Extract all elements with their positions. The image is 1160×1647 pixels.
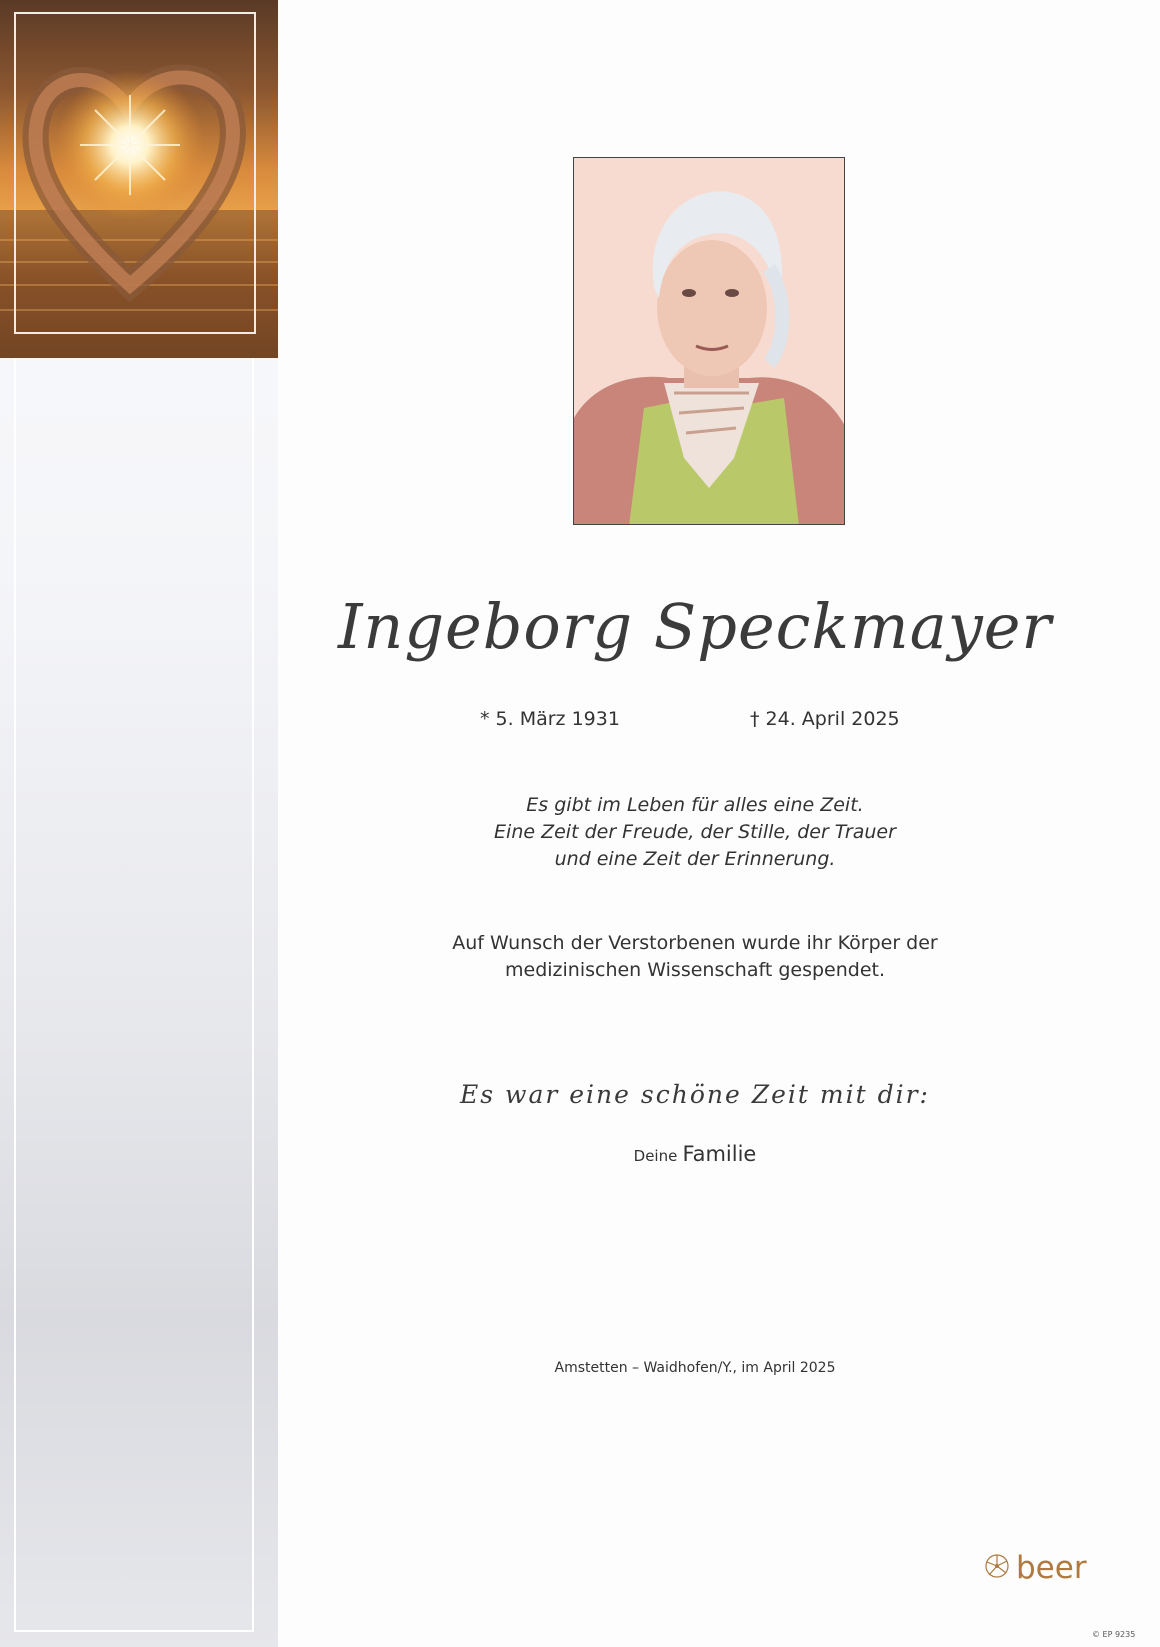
product-code: © EP 9235 <box>1092 1630 1136 1639</box>
heart-hands-sunset-image <box>0 0 278 358</box>
donation-notice <box>390 930 1000 984</box>
notice-line: Auf Wunsch der Verstorbenen wurde ihr Körper der <box>452 932 938 954</box>
place-date: Amstetten – Waidhofen/Y., im April 2025 <box>554 1360 836 1376</box>
farewell-line: Es war eine schöne Zeit mit dir: <box>460 1080 930 1109</box>
birth-date: * 5. März 1931 <box>480 708 620 730</box>
quote-line: und eine Zeit der Erinnerung. <box>554 848 836 870</box>
signature-prefix: Deine <box>633 1147 678 1165</box>
signature-family: Familie <box>682 1142 757 1166</box>
logo-text: beer <box>1016 1550 1087 1586</box>
signature <box>390 1142 1000 1166</box>
quote-line: Es gibt im Leben für alles eine Zeit. <box>526 794 864 816</box>
deceased-name: Ingeborg Speckmayer <box>337 590 1053 663</box>
dandelion-icon <box>982 1551 1012 1585</box>
sunset-frame <box>14 12 256 334</box>
beer-logo <box>982 1548 1087 1588</box>
notice-line: medizinischen Wissenschaft gespendet. <box>505 959 885 981</box>
portrait-photo <box>573 157 845 525</box>
death-date: † 24. April 2025 <box>750 708 900 730</box>
quote-line: Eine Zeit der Freude, der Stille, der Trauer <box>494 821 896 843</box>
memorial-quote <box>390 792 1000 873</box>
